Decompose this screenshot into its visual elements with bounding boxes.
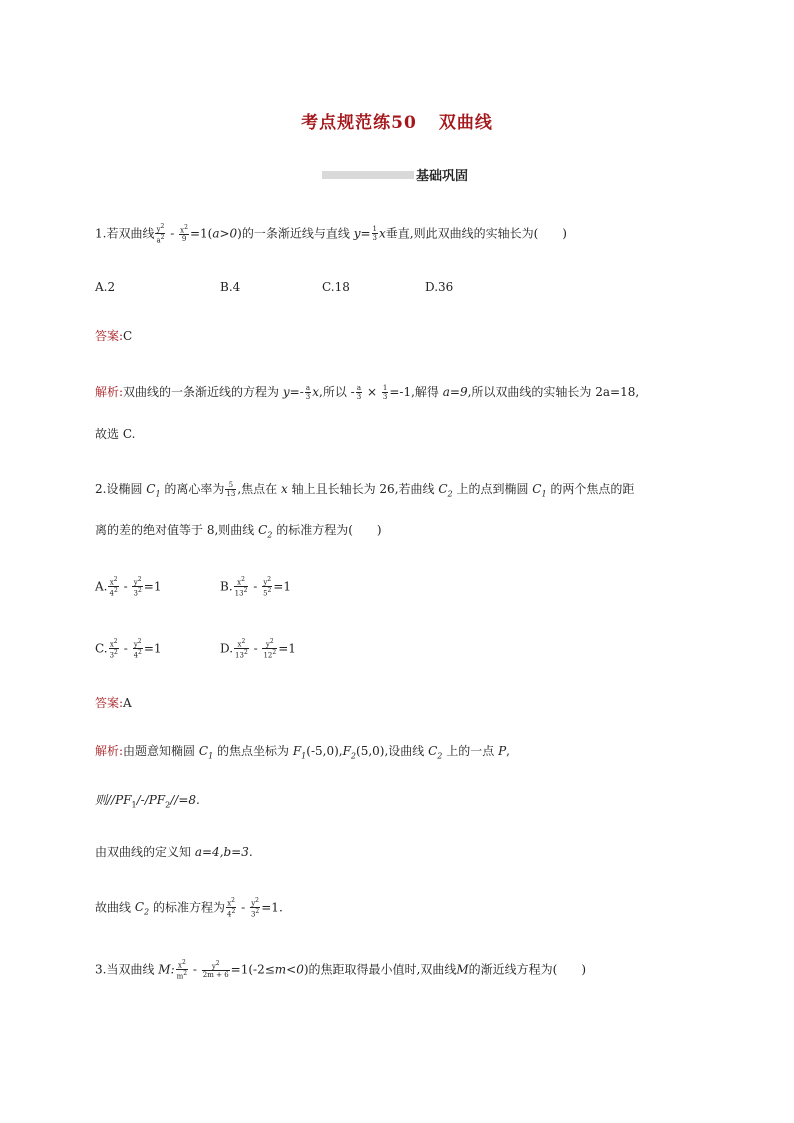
question-3: 3.当双曲线 M: $\frac{x2}{m2}$ - $\frac{y2}{2m + 6}$ =1(-2≤m<0)的焦距取得最小值时,双曲线M的渐近线方程为( ) [95,959,587,981]
question-2: 2.设椭圆 $C_1$ 的离心率为 $\frac{5}{13}$ ,焦点在 x 轴上且长轴长为 26,若曲线 $C_2$ 上的点到椭圆 $C_1$ 的两个焦点的距 [95,481,635,499]
fraction: $\frac{x2}{9}$ [180,224,188,244]
fraction: $\frac{1}{3}$ [372,225,377,243]
option-b: B.4 [220,280,241,294]
section-bar [322,171,414,179]
title-sub: 双曲线 [438,113,493,133]
question-1: 1.若双曲线 $\frac{y2}{a2}$ - $\frac{x2}{9}$ =1(a>0)的一条渐近线与直线 y= $\frac{1}{3}$ x垂直,则此双曲线的实轴长为( ) [95,223,567,245]
answer-label: 答案: [95,329,124,343]
fraction: $\frac{y2}{a2}$ [156,223,165,245]
fraction: $\frac{a}{3}$ [305,384,311,401]
analysis-2: 解析:由题意知椭圆 $C_1$ 的焦点坐标为 $F_1(-5,0),F_2(5,0)$,设曲线 $C_2$ 上的一点 P, [95,744,510,761]
q3-number: 3. [95,962,107,977]
analysis-1: 解析:双曲线的一条渐近线的方程为 y=- $\frac{a}{3}$ x,所以 - $\frac{a}{3}$ × $\frac{1}{3}$ =-1,解得 a=9,所以双曲线的实轴长为 2a=18, [95,384,640,401]
analysis-label: 解析: [95,385,124,399]
option-d: D.36 [425,280,454,294]
fraction: $\frac{1}{3}$ [382,384,388,401]
option-a: A.2 [95,280,116,294]
analysis-1-cont: 故选 C. [95,427,136,441]
title-main: 考点规范练50 [301,113,417,133]
analysis-2-line2: 则$//PF_1/-/PF_2//=8$. [95,793,200,810]
answer-2: 答案:A [95,696,132,710]
fraction: $\frac{a}{3}$ [356,384,362,401]
option-b: B. $\frac{x2}{132}$ - $\frac{y2}{52}$ =1 [220,576,292,598]
answer-label: 答案: [95,696,124,710]
question-2-cont: 离的差的绝对值等于 8,则曲线 $C_2$ 的标准方程为( ) [95,523,382,540]
option-c: C.18 [322,280,350,294]
fraction: $\frac{5}{13}$ [226,481,236,498]
q1-number: 1. [95,226,107,241]
analysis-label: 解析: [95,744,124,758]
section-title: 基础巩固 [416,169,469,184]
answer-1: 答案:C [95,329,133,343]
option-d: D. $\frac{x2}{132}$ - $\frac{y2}{122}$ =1 [220,638,296,660]
option-a: A. $\frac{x2}{42}$ - $\frac{y2}{32}$ =1 [95,576,162,598]
q2-number: 2. [95,482,107,496]
analysis-2-line3: 由双曲线的定义知 a=4,b=3. [95,845,253,859]
analysis-2-line4: 故曲线 $C_2$ 的标准方程为 $\frac{x2}{42}$ - $\frac{y2}{32}$ =1. [95,897,283,919]
page-title [0,108,794,133]
option-c: C. $\frac{x2}{32}$ - $\frac{y2}{42}$ =1 [95,638,162,660]
